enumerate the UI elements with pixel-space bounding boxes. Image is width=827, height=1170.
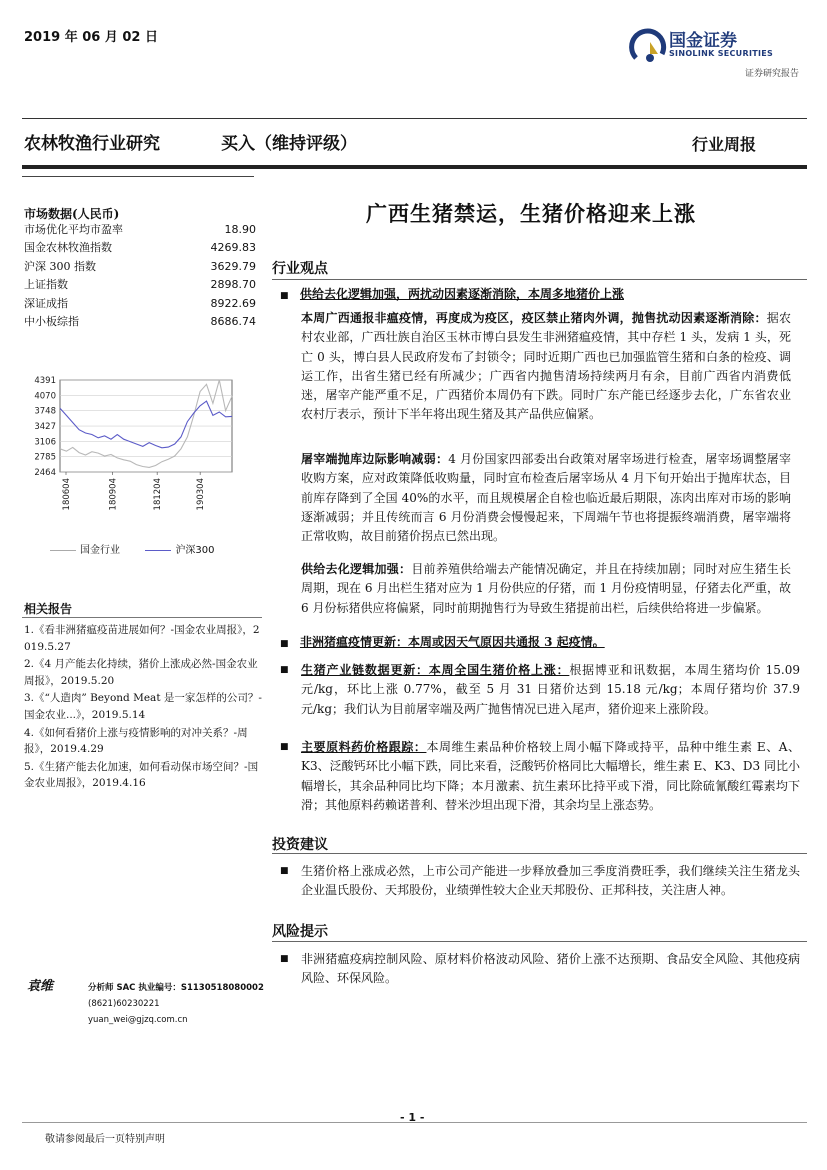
- paragraph-body: 据农村农业部，广西壮族自治区玉林市博白县发生非洲猪瘟疫情，其中存栏 1 头，发病 1 头，死亡 0 头，博白县人民政府发布了封锁令；同时近期广西也已加强监管生猪和白条的检疫、调运工作，出省生猪已经有所减少；广西省内抛售清场持续两月有余，目前广西省内消费低迷，屠宰产能严重不足，广西猪价本周仍有下跌。同时广东产能已经逐步去化，广东省农业农村厅表示，预计下半年将出现生猪及其产品供应偏紧。: [301, 311, 791, 422]
- market-label: 上证指数: [24, 278, 68, 292]
- section-title-industry-view: 行业观点: [272, 261, 328, 277]
- market-row: [24, 221, 256, 239]
- report-date: 2019 年 06 月 02 日: [24, 30, 158, 45]
- page-number: - 1 -: [400, 1111, 425, 1124]
- y-tick-label: 3427: [34, 422, 56, 433]
- header-rule: [22, 118, 807, 119]
- series-line-hs300: [60, 401, 232, 448]
- x-tick-label: 180604: [62, 478, 72, 511]
- related-report-item[interactable]: 5.《生猪产能去化加速，如何看动保市场空间？-国金农业周报》，2019.4.16: [24, 760, 259, 790]
- market-data-table: [24, 221, 256, 331]
- x-tick-label: 180904: [108, 478, 119, 511]
- paragraph-lead: 本周广西通报非瘟疫情，再度成为疫区，疫区禁止猪肉外调，抛售扰动因素逐渐消除：: [301, 311, 767, 325]
- paragraph-supply: [301, 560, 791, 618]
- paragraph-guangxi: [301, 309, 791, 425]
- market-label: 中小板综指: [24, 314, 79, 328]
- investment-advice-text: 生猪价格上涨成必然，上市公司产能进一步释放叠加三季度消费旺季，我们继续关注生猪龙头企业温氏股份、天邦股份，业绩弹性较大企业天邦股份、正邦科技，关注唐人神。: [301, 864, 800, 898]
- market-label: 市场优化平均市盈率: [24, 223, 123, 236]
- logo-tagline: 证券研究报告: [745, 69, 800, 79]
- market-row: [24, 258, 256, 276]
- paragraph-body: 4 月份国家四部委出台政策对屠宰场进行检查，屠宰场调整屠宰收购方案，应对政策降低收购量，同时宣布检查后屠宰场从 4 月下旬开始出于抛库状态，目前库存降到了全国 40%的水平，而且规模屠企自检也临近最后期限，冻肉出库对市场的影响逐渐减弱；并且传统而言 6 月份消费会慢慢起来，下周端午节也将提振终端消费，屠宰端将正常收购，故目前猪价拐点已然出现。: [301, 452, 791, 544]
- market-row: [24, 276, 256, 294]
- paragraph-lead: 屠宰端抛库边际影响减弱：: [301, 452, 449, 466]
- bullet-icon: ■: [280, 291, 289, 301]
- footer-disclaimer: 敬请参阅最后一页特别声明: [45, 1134, 165, 1145]
- market-value: 18.90: [224, 223, 256, 236]
- paragraph-body: 目前养殖供给端去产能情况确定，并且在持续加剧；同时对应生猪生长周期，现在 6 月出栏生猪对应为 1 月份供应的仔猪，而 1 月份疫情明显，仔猪去化严重，故 6 月份标猪供应将偏紧，同时前期抛售行为导致生猪提前出栏，后续供给将进一步偏紧。: [301, 562, 791, 615]
- y-tick-label: 2464: [34, 468, 56, 478]
- x-tick-label: 190304: [196, 478, 207, 511]
- analyst-phone: (8621)60230221: [88, 999, 160, 1009]
- paragraph-lead: 供给去化逻辑加强：: [301, 562, 412, 576]
- header-thick-rule: [22, 165, 807, 169]
- legend-swatch-industry: [50, 550, 76, 551]
- section-title-investment: 投资建议: [272, 837, 328, 853]
- y-tick-label: 4391: [34, 376, 56, 386]
- market-row: [24, 295, 256, 313]
- legend-label-hs300: 沪深300: [175, 545, 215, 556]
- paragraph-lead: 生猪产业链数据更新：本周全国生猪价格上涨：: [301, 663, 570, 677]
- analyst-info: [88, 980, 264, 1028]
- market-value: 8922.69: [210, 296, 256, 310]
- market-label: 国金农林牧渔指数: [24, 241, 112, 255]
- risk-warning: [280, 950, 800, 989]
- risk-warning-text: 非洲猪瘟疫病控制风险、原材料价格波动风险、猪价上涨不达预期、食品安全风险、其他疫病风险、环保风险。: [301, 952, 800, 986]
- paragraph-body: 根据博亚和讯数据，本周生猪均价 15.09 元/kg，环比上涨 0.77%，截至 5 月 31 日猪价达到 15.18 元/kg；本周仔猪均价 37.9 元/kg；我们认为目前屠宰端及两广抛售情况已进入尾声，猪价迎来上涨阶段。: [301, 663, 800, 716]
- sidebar-rule: [22, 176, 254, 177]
- section-rule: [272, 853, 807, 854]
- paragraph-lead: 主要原料药价格跟踪：: [301, 740, 427, 754]
- analyst-name: 袁维: [27, 979, 54, 994]
- market-value: 3629.79: [210, 259, 256, 273]
- related-reports-list: [24, 622, 264, 793]
- market-data-title: 市场数据(人民币): [24, 207, 120, 221]
- asf-update-text: 非洲猪瘟疫情更新：本周或因天气原因共通报 3 起疫情。: [299, 635, 605, 649]
- api-price-tracking: [280, 738, 800, 815]
- market-row: [24, 313, 256, 331]
- related-reports-title: 相关报告: [24, 602, 73, 616]
- y-tick-label: 2785: [34, 452, 56, 463]
- bullet-icon: ■: [280, 639, 289, 649]
- pig-price-update: [280, 661, 800, 719]
- investment-advice: [280, 862, 800, 901]
- logo-icon: [632, 31, 664, 62]
- market-row: [24, 239, 256, 257]
- bullet-icon: ■: [280, 665, 289, 675]
- view-headline: [280, 285, 800, 306]
- analyst-role: 分析师 SAC 执业编号：S1130518080002: [88, 983, 264, 993]
- logo-subtitle: SINOLINK SECURITIES: [669, 49, 774, 58]
- paragraph-body: 本周维生素品种价格较上周小幅下降或持平，品种中维生素 E、A、K3、泛酸钙环比小幅下跌，同比来看，泛酸钙价格同比大幅增长，维生素 E、K3、D3 同比小幅增长，其余品种同比均下降；本月激素、抗生素环比持平或下滑，同比除硫氰酸红霉素均下滑；其他原料药赖诺普利、替米沙坦出现下滑，其余均呈上涨态势。: [301, 740, 800, 812]
- related-rule: [22, 617, 262, 618]
- bullet-icon: ■: [280, 866, 289, 876]
- chart-legend: [50, 541, 215, 556]
- x-tick-label: 181204: [153, 478, 164, 511]
- related-report-item[interactable]: 1.《看非洲猪瘟疫苗进展如何？-国金农业周报》，2019.5.27: [24, 624, 260, 653]
- related-report-item[interactable]: 3.《“人造肉” Beyond Meat 是一家怎样的公司？-国金农业...》，2019.5.14: [24, 692, 262, 721]
- rating-label: 买入（维持评级）: [221, 134, 357, 154]
- legend-label-industry: 国金行业: [80, 545, 120, 556]
- view-headline-text: 供给去化逻辑加强，两扰动因素逐渐消除，本周多地猪价上涨: [299, 287, 624, 301]
- analyst-email[interactable]: yuan_wei@gjzq.com.cn: [88, 1015, 188, 1025]
- y-tick-label: 3748: [34, 406, 56, 417]
- paragraph-slaughter: [301, 450, 791, 546]
- report-title: 广西生猪禁运，生猪价格迎来上涨: [366, 201, 696, 226]
- market-label: 沪深 300 指数: [24, 259, 96, 273]
- y-tick-label: 3106: [34, 437, 56, 448]
- report-type: 行业周报: [692, 135, 757, 154]
- market-value: 2898.70: [210, 278, 256, 292]
- logo-name: 国金证券: [669, 31, 737, 51]
- series-line-industry: [60, 380, 232, 467]
- bullet-icon: ■: [280, 742, 289, 752]
- industry-title: 农林牧渔行业研究: [24, 134, 160, 154]
- related-report-item[interactable]: 4.《如何看猪价上涨与疫情影响的对冲关系？-周报》，2019.4.29: [24, 726, 248, 756]
- index-chart: [20, 368, 260, 528]
- market-value: 4269.83: [210, 241, 256, 255]
- market-value: 8686.74: [210, 314, 256, 328]
- y-tick-label: 4070: [34, 391, 56, 402]
- section-rule: [272, 941, 807, 942]
- footer-rule: [22, 1122, 807, 1123]
- legend-swatch-hs300: [145, 550, 171, 551]
- section-rule: [272, 279, 807, 280]
- related-report-item[interactable]: 2.《4 月产能去化持续，猪价上涨成必然-国金农业周报》，2019.5.20: [24, 658, 258, 687]
- market-label: 深证成指: [24, 296, 68, 310]
- section-title-risk: 风险提示: [272, 924, 328, 940]
- bullet-icon: ■: [280, 954, 289, 964]
- asf-update: [280, 633, 800, 654]
